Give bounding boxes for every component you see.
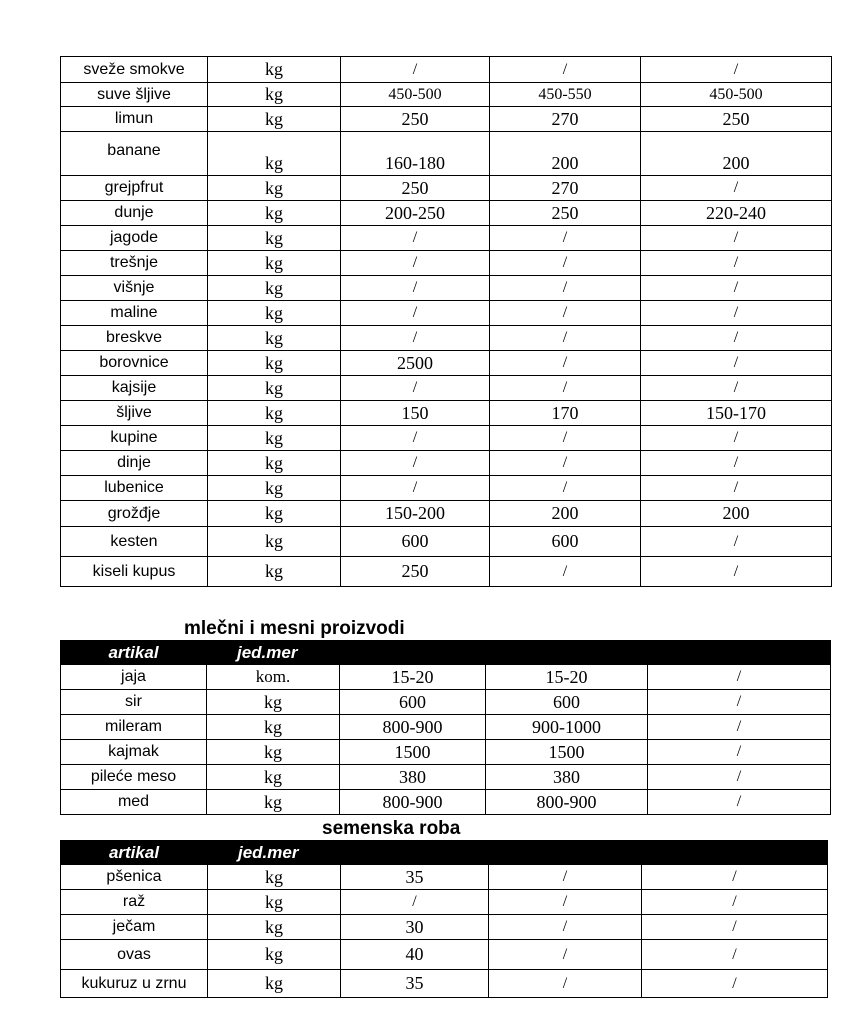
table-row xyxy=(61,201,832,226)
price-cell-2: / xyxy=(490,276,641,301)
price-cell-3: / xyxy=(641,476,832,501)
unit-cell: kg xyxy=(208,476,341,501)
price-cell-1: 800-900 xyxy=(340,790,486,815)
price-cell-3: / xyxy=(641,176,832,201)
table-row xyxy=(61,970,828,998)
price-cell-3: / xyxy=(648,790,831,815)
item-name-cell: kupine xyxy=(61,426,208,451)
unit-cell: kom. xyxy=(207,665,340,690)
price-cell-1: / xyxy=(341,451,490,476)
table-row xyxy=(61,501,832,527)
dairy-price-table xyxy=(60,640,831,815)
unit-cell: kg xyxy=(208,107,341,132)
price-cell-2: 600 xyxy=(490,527,641,557)
price-cell-2: 170 xyxy=(490,401,641,426)
table-row xyxy=(61,57,832,83)
item-name-cell: jagode xyxy=(61,226,208,251)
price-cell-3: / xyxy=(648,715,831,740)
price-cell-2: 380 xyxy=(486,765,648,790)
item-name-cell: pileće meso xyxy=(61,765,207,790)
price-cell-3: / xyxy=(641,527,832,557)
header-blank xyxy=(486,641,648,665)
table-row xyxy=(61,740,831,765)
price-cell-2: 270 xyxy=(490,107,641,132)
item-name-cell: kajsije xyxy=(61,376,208,401)
fruit-table-body xyxy=(61,57,832,587)
table-row xyxy=(61,915,828,940)
unit-cell: kg xyxy=(208,451,341,476)
price-cell-1: 15-20 xyxy=(340,665,486,690)
price-cell-1: 30 xyxy=(341,915,489,940)
price-cell-1: 250 xyxy=(341,176,490,201)
table-row xyxy=(61,107,832,132)
unit-cell: kg xyxy=(208,527,341,557)
header-artikal: artikal xyxy=(61,841,208,865)
table-row xyxy=(61,715,831,740)
price-cell-1: / xyxy=(341,57,490,83)
unit-cell: kg xyxy=(208,501,341,527)
dairy-section-title: mlečni i mesni proizvodi xyxy=(184,618,405,639)
table-row xyxy=(61,865,828,890)
price-cell-2: 900-1000 xyxy=(486,715,648,740)
price-cell-2: / xyxy=(490,226,641,251)
price-cell-1: 35 xyxy=(341,865,489,890)
price-cell-1: / xyxy=(341,301,490,326)
table-row xyxy=(61,790,831,815)
price-cell-2: 450-550 xyxy=(490,83,641,107)
unit-cell: kg xyxy=(208,57,341,83)
price-cell-1: 450-500 xyxy=(341,83,490,107)
item-name-cell: sveže smokve xyxy=(61,57,208,83)
price-cell-2: 600 xyxy=(486,690,648,715)
price-cell-2: / xyxy=(490,451,641,476)
item-name-cell: grožđje xyxy=(61,501,208,527)
price-cell-2: / xyxy=(489,890,642,915)
price-cell-2: / xyxy=(490,251,641,276)
price-cell-3: / xyxy=(641,557,832,587)
price-cell-1: 600 xyxy=(340,690,486,715)
item-name-cell: lubenice xyxy=(61,476,208,501)
table-row xyxy=(61,401,832,426)
price-cell-2: / xyxy=(490,326,641,351)
dairy-table-body xyxy=(61,665,831,815)
unit-cell: kg xyxy=(208,83,341,107)
price-cell-1: 380 xyxy=(340,765,486,790)
unit-cell: kg xyxy=(208,351,341,376)
unit-cell: kg xyxy=(207,690,340,715)
price-cell-2: 250 xyxy=(490,201,641,226)
unit-cell: kg xyxy=(208,201,341,226)
price-cell-3: / xyxy=(648,665,831,690)
item-name-cell: suve šljive xyxy=(61,83,208,107)
price-cell-1: 200-250 xyxy=(341,201,490,226)
price-cell-3: / xyxy=(641,376,832,401)
price-cell-3: 250 xyxy=(641,107,832,132)
unit-cell: kg xyxy=(208,176,341,201)
table-row xyxy=(61,351,832,376)
price-cell-1: 150-200 xyxy=(341,501,490,527)
unit-cell: kg xyxy=(208,326,341,351)
price-cell-2: 200 xyxy=(490,132,641,176)
price-cell-1: / xyxy=(341,890,489,915)
price-cell-3: / xyxy=(641,426,832,451)
price-cell-1: 250 xyxy=(341,557,490,587)
price-cell-1: 160-180 xyxy=(341,132,490,176)
item-name-cell: dunje xyxy=(61,201,208,226)
fruit-price-table xyxy=(60,56,832,587)
price-cell-3: / xyxy=(642,890,828,915)
price-cell-2: / xyxy=(490,476,641,501)
header-jed-mer: jed.mer xyxy=(207,641,340,665)
seed-price-table xyxy=(60,840,828,998)
item-name-cell: ječam xyxy=(61,915,208,940)
price-cell-3: / xyxy=(641,276,832,301)
table-row xyxy=(61,83,832,107)
price-cell-2: / xyxy=(490,351,641,376)
unit-cell: kg xyxy=(208,940,341,970)
price-cell-3: 200 xyxy=(641,501,832,527)
item-name-cell: trešnje xyxy=(61,251,208,276)
price-cell-1: 250 xyxy=(341,107,490,132)
price-cell-1: 1500 xyxy=(340,740,486,765)
item-name-cell: breskve xyxy=(61,326,208,351)
price-cell-1: / xyxy=(341,251,490,276)
price-cell-3: / xyxy=(648,765,831,790)
header-blank xyxy=(642,841,828,865)
item-name-cell: pšenica xyxy=(61,865,208,890)
header-blank xyxy=(489,841,642,865)
header-jed-mer: jed.mer xyxy=(208,841,341,865)
item-name-cell: kesten xyxy=(61,527,208,557)
unit-cell: kg xyxy=(208,557,341,587)
table-row xyxy=(61,940,828,970)
price-cell-3: 220-240 xyxy=(641,201,832,226)
price-cell-2: 1500 xyxy=(486,740,648,765)
price-cell-2: / xyxy=(489,970,642,998)
table-row xyxy=(61,426,832,451)
item-name-cell: limun xyxy=(61,107,208,132)
price-cell-2: / xyxy=(490,557,641,587)
price-cell-1: 2500 xyxy=(341,351,490,376)
price-cell-1: / xyxy=(341,376,490,401)
table-row xyxy=(61,890,828,915)
item-name-cell: maline xyxy=(61,301,208,326)
item-name-cell: jaja xyxy=(61,665,207,690)
item-name-cell: banane xyxy=(61,132,208,176)
price-cell-3: 150-170 xyxy=(641,401,832,426)
table-row xyxy=(61,451,832,476)
table-row xyxy=(61,765,831,790)
seed-table-header xyxy=(61,841,828,865)
price-cell-2: 800-900 xyxy=(486,790,648,815)
price-cell-1: 600 xyxy=(341,527,490,557)
item-name-cell: grejpfrut xyxy=(61,176,208,201)
item-name-cell: dinje xyxy=(61,451,208,476)
unit-cell: kg xyxy=(208,865,341,890)
table-row xyxy=(61,665,831,690)
price-cell-2: 200 xyxy=(490,501,641,527)
price-cell-2: / xyxy=(490,376,641,401)
dairy-table-header xyxy=(61,641,831,665)
price-cell-3: / xyxy=(641,226,832,251)
unit-cell: kg xyxy=(208,132,341,176)
item-name-cell: raž xyxy=(61,890,208,915)
item-name-cell: kajmak xyxy=(61,740,207,765)
table-row xyxy=(61,176,832,201)
price-cell-3: / xyxy=(641,57,832,83)
price-cell-1: 800-900 xyxy=(340,715,486,740)
price-cell-3: / xyxy=(641,301,832,326)
price-cell-1: 35 xyxy=(341,970,489,998)
seed-table-body xyxy=(61,865,828,998)
price-cell-2: / xyxy=(489,915,642,940)
price-cell-3: / xyxy=(641,326,832,351)
price-cell-3: / xyxy=(641,251,832,276)
table-row xyxy=(61,301,832,326)
unit-cell: kg xyxy=(207,740,340,765)
price-cell-3: / xyxy=(642,915,828,940)
table-row xyxy=(61,476,832,501)
price-cell-3: 450-500 xyxy=(641,83,832,107)
unit-cell: kg xyxy=(208,251,341,276)
item-name-cell: mileram xyxy=(61,715,207,740)
price-cell-2: / xyxy=(490,301,641,326)
unit-cell: kg xyxy=(208,970,341,998)
price-cell-1: / xyxy=(341,426,490,451)
table-row xyxy=(61,557,832,587)
price-cell-1: / xyxy=(341,226,490,251)
table-row xyxy=(61,527,832,557)
price-cell-3: / xyxy=(642,940,828,970)
unit-cell: kg xyxy=(207,765,340,790)
price-cell-2: / xyxy=(489,865,642,890)
item-name-cell: ovas xyxy=(61,940,208,970)
unit-cell: kg xyxy=(207,715,340,740)
price-cell-1: 150 xyxy=(341,401,490,426)
unit-cell: kg xyxy=(208,226,341,251)
price-cell-3: / xyxy=(641,451,832,476)
price-cell-2: / xyxy=(490,426,641,451)
table-row xyxy=(61,326,832,351)
table-row xyxy=(61,251,832,276)
price-cell-3: / xyxy=(642,970,828,998)
price-cell-2: 15-20 xyxy=(486,665,648,690)
item-name-cell: sir xyxy=(61,690,207,715)
price-cell-1: / xyxy=(341,326,490,351)
price-cell-2: / xyxy=(489,940,642,970)
item-name-cell: kiseli kupus xyxy=(61,557,208,587)
price-cell-1: 40 xyxy=(341,940,489,970)
unit-cell: kg xyxy=(208,426,341,451)
price-cell-2: / xyxy=(490,57,641,83)
unit-cell: kg xyxy=(208,301,341,326)
price-cell-2: 270 xyxy=(490,176,641,201)
item-name-cell: borovnice xyxy=(61,351,208,376)
price-cell-1: / xyxy=(341,276,490,301)
price-cell-3: / xyxy=(648,690,831,715)
table-row xyxy=(61,376,832,401)
unit-cell: kg xyxy=(207,790,340,815)
item-name-cell: med xyxy=(61,790,207,815)
table-row xyxy=(61,690,831,715)
item-name-cell: kukuruz u zrnu xyxy=(61,970,208,998)
table-row xyxy=(61,132,832,176)
header-blank xyxy=(648,641,831,665)
unit-cell: kg xyxy=(208,401,341,426)
unit-cell: kg xyxy=(208,276,341,301)
header-blank xyxy=(341,841,489,865)
unit-cell: kg xyxy=(208,890,341,915)
table-row xyxy=(61,276,832,301)
price-cell-3: / xyxy=(648,740,831,765)
unit-cell: kg xyxy=(208,376,341,401)
item-name-cell: šljive xyxy=(61,401,208,426)
price-cell-3: 200 xyxy=(641,132,832,176)
price-cell-3: / xyxy=(641,351,832,376)
price-cell-3: / xyxy=(642,865,828,890)
item-name-cell: višnje xyxy=(61,276,208,301)
table-row xyxy=(61,226,832,251)
seed-section-title: semenska roba xyxy=(322,818,461,839)
header-blank xyxy=(340,641,486,665)
price-cell-1: / xyxy=(341,476,490,501)
unit-cell: kg xyxy=(208,915,341,940)
header-artikal: artikal xyxy=(61,641,207,665)
